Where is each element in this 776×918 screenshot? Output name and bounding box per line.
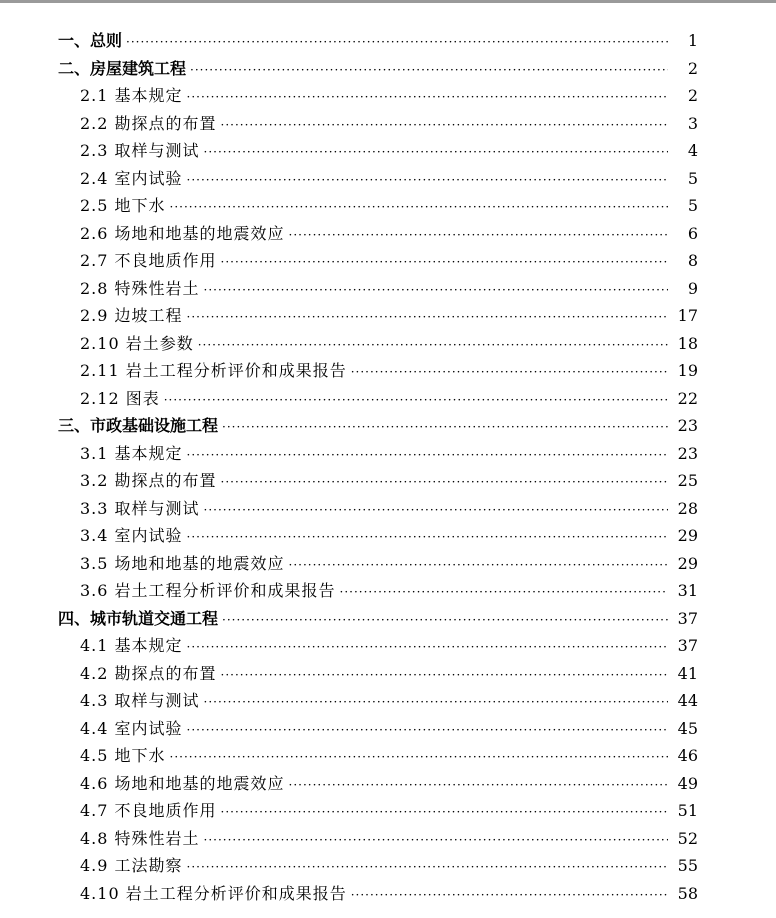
toc-page-number: 5: [687, 196, 698, 215]
toc-section-row[interactable]: [58, 192, 698, 220]
toc-entry-title: 2.7 不良地质作用: [80, 251, 217, 270]
toc-entry-title: 4.3 取样与测试: [80, 691, 200, 710]
toc-chapter-row[interactable]: [58, 412, 698, 440]
toc-page-number: 29: [677, 553, 698, 573]
toc-entry-title: 一、总则: [58, 31, 123, 50]
toc-section-row[interactable]: [58, 165, 698, 193]
toc-leader-dots: [340, 577, 668, 605]
toc-page-number: 37: [677, 608, 698, 628]
toc-page-number: 31: [677, 581, 698, 600]
toc-leader-dots: [221, 247, 668, 275]
toc-page-number: 23: [677, 443, 698, 463]
toc-leader-dots: [222, 605, 668, 633]
toc-section-row[interactable]: [58, 660, 698, 688]
toc-section-row[interactable]: [58, 577, 698, 605]
toc-section-row[interactable]: [58, 880, 698, 908]
toc-section-row[interactable]: [58, 687, 698, 715]
toc-entry-title: 四、城市轨道交通工程: [58, 608, 219, 628]
toc-entry-title: 2.4 室内试验: [80, 168, 183, 188]
toc-leader-dots: [289, 550, 668, 578]
toc-entry-title: 2.2 勘探点的布置: [80, 113, 217, 133]
toc-section-row[interactable]: [58, 852, 698, 880]
toc-section-row[interactable]: [58, 82, 698, 110]
toc-leader-dots: [221, 110, 668, 138]
toc-entry-title: 2.9 边坡工程: [80, 306, 183, 325]
toc-entry-title: 3.3 取样与测试: [80, 498, 200, 518]
toc-section-row[interactable]: [58, 137, 698, 165]
toc-entry-title: 二、房屋建筑工程: [58, 58, 187, 78]
toc-entry-title: 2.12 图表: [80, 388, 160, 408]
toc-leader-dots: [204, 825, 668, 853]
toc-leader-dots: [187, 165, 668, 193]
toc-section-row[interactable]: [58, 770, 698, 798]
toc-entry-title: 3.2 勘探点的布置: [80, 471, 217, 490]
toc-page-number: 22: [677, 388, 698, 408]
toc-leader-dots: [187, 522, 668, 550]
toc-leader-dots: [221, 467, 668, 495]
toc-page-number: 17: [677, 306, 698, 325]
toc-leader-dots: [204, 137, 668, 165]
toc-leader-dots: [187, 82, 668, 110]
toc-section-row[interactable]: [58, 632, 698, 660]
toc-leader-dots: [187, 715, 668, 743]
toc-entry-title: 4.2 勘探点的布置: [80, 663, 217, 683]
toc-section-row[interactable]: [58, 275, 698, 303]
toc-page-number: 2: [687, 86, 698, 105]
toc-leader-dots: [198, 330, 668, 358]
toc-page-number: 45: [677, 718, 698, 738]
toc-section-row[interactable]: [58, 330, 698, 358]
toc-page-number: 55: [677, 856, 698, 875]
toc-entry-title: 4.7 不良地质作用: [80, 801, 217, 820]
toc-leader-dots: [289, 770, 668, 798]
toc-entry-title: 4.5 地下水: [80, 746, 166, 765]
toc-entry-title: 3.4 室内试验: [80, 526, 183, 545]
toc-leader-dots: [187, 852, 668, 880]
toc-page-number: 23: [677, 416, 698, 435]
toc-page-number: 49: [677, 773, 698, 793]
toc-page-number: 37: [677, 636, 698, 655]
toc-leader-dots: [221, 660, 668, 688]
toc-page-number: 1: [687, 31, 698, 50]
toc-entry-title: 4.8 特殊性岩土: [80, 828, 200, 848]
toc-leader-dots: [289, 220, 668, 248]
toc-page-number: 25: [677, 471, 698, 490]
toc-page-number: 9: [687, 278, 698, 298]
toc-page-number: 52: [677, 828, 698, 848]
toc-entry-title: 3.5 场地和地基的地震效应: [80, 553, 285, 573]
toc-section-row[interactable]: [58, 495, 698, 523]
toc-entry-title: 3.6 岩土工程分析评价和成果报告: [80, 581, 336, 600]
toc-entry-title: 4.9 工法勘察: [80, 856, 183, 875]
toc-leader-dots: [164, 385, 668, 413]
toc-entry-title: 4.6 场地和地基的地震效应: [80, 773, 285, 793]
toc-leader-dots: [187, 632, 668, 660]
toc-leader-dots: [222, 412, 668, 440]
toc-leader-dots: [351, 357, 668, 385]
toc-leader-dots: [170, 742, 668, 770]
toc-page-number: 19: [677, 361, 698, 380]
toc-section-row[interactable]: [58, 357, 698, 385]
toc-section-row[interactable]: [58, 220, 698, 248]
toc-page-number: 41: [677, 663, 698, 683]
toc-section-row[interactable]: [58, 742, 698, 770]
toc-leader-dots: [190, 55, 668, 83]
toc-entry-title: 2.6 场地和地基的地震效应: [80, 223, 285, 243]
toc-leader-dots: [204, 495, 668, 523]
toc-page-number: 29: [677, 526, 698, 545]
toc-section-row[interactable]: [58, 522, 698, 550]
toc-page-number: 46: [677, 746, 698, 765]
toc-leader-dots: [204, 275, 668, 303]
toc-leader-dots: [187, 302, 668, 330]
toc-entry-title: 4.4 室内试验: [80, 718, 183, 738]
toc-leader-dots: [221, 797, 668, 825]
toc-section-row[interactable]: [58, 302, 698, 330]
toc-page-number: 18: [677, 333, 698, 353]
toc-entry-title: 2.10 岩土参数: [80, 333, 194, 353]
toc-page-number: 58: [677, 883, 698, 903]
toc-chapter-row[interactable]: [58, 55, 698, 83]
toc-entry-title: 2.5 地下水: [80, 196, 166, 215]
toc-page-number: 4: [687, 141, 698, 160]
toc-section-row[interactable]: [58, 467, 698, 495]
toc-leader-dots: [126, 27, 668, 55]
toc-page-number: 28: [677, 498, 698, 518]
toc-leader-dots: [204, 687, 668, 715]
toc-leader-dots: [187, 440, 668, 468]
toc-entry-title: 4.10 岩土工程分析评价和成果报告: [80, 883, 347, 903]
top-border-line: [0, 0, 776, 3]
toc-entry-title: 2.1 基本规定: [80, 86, 183, 105]
toc-section-row[interactable]: [58, 797, 698, 825]
toc-page-number: 6: [687, 223, 698, 243]
toc-section-row[interactable]: [58, 825, 698, 853]
toc-section-row[interactable]: [58, 715, 698, 743]
toc-chapter-row[interactable]: [58, 605, 698, 633]
toc-page-number: 44: [677, 691, 698, 710]
toc-leader-dots: [351, 880, 668, 908]
toc-section-row[interactable]: [58, 550, 698, 578]
toc-entry-title: 三、市政基础设施工程: [58, 416, 219, 435]
toc-page-number: 3: [687, 113, 698, 133]
toc-page-number: 51: [677, 801, 698, 820]
toc-entry-title: 2.3 取样与测试: [80, 141, 200, 160]
toc-page-number: 8: [687, 251, 698, 270]
toc-section-row[interactable]: [58, 110, 698, 138]
toc-entry-title: 4.1 基本规定: [80, 636, 183, 655]
toc-chapter-row[interactable]: [58, 27, 698, 55]
toc-entry-title: 3.1 基本规定: [80, 443, 183, 463]
toc-section-row[interactable]: [58, 247, 698, 275]
toc-entry-title: 2.11 岩土工程分析评价和成果报告: [80, 361, 347, 380]
toc-entry-title: 2.8 特殊性岩土: [80, 278, 200, 298]
toc-leader-dots: [170, 192, 668, 220]
table-of-contents: [58, 27, 698, 907]
toc-page-number: 5: [687, 168, 698, 188]
toc-page-number: 2: [687, 58, 698, 78]
toc-section-row[interactable]: [58, 440, 698, 468]
toc-section-row[interactable]: [58, 385, 698, 413]
